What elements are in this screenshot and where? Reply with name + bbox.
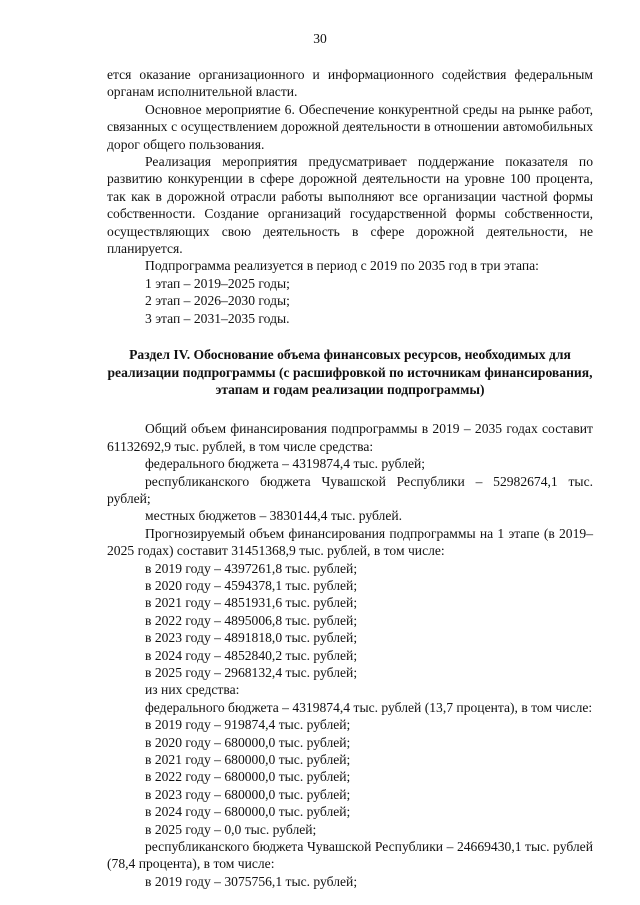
list-item: из них средства: bbox=[145, 682, 240, 698]
year-item: в 2019 году – 3075756,1 тыс. рублей; bbox=[145, 873, 358, 889]
year-item: в 2019 году – 919874,4 тыс. рублей; bbox=[145, 717, 351, 733]
paragraph: ется оказание организационного и информационного содействия федеральным органам исполнительной власти. bbox=[107, 67, 593, 100]
list-item: федерального бюджета – 4319874,4 тыс. рублей; bbox=[145, 456, 426, 472]
stage-item: 2 этап – 2026–2030 годы; bbox=[145, 293, 290, 309]
year-item: в 2023 году – 4891818,0 тыс. рублей; bbox=[145, 630, 358, 646]
year-item: в 2022 году – 680000,0 тыс. рублей; bbox=[145, 769, 351, 785]
year-item: в 2025 году – 0,0 тыс. рублей; bbox=[145, 821, 317, 837]
page-body bbox=[107, 66, 593, 890]
page-number: 30 bbox=[313, 31, 327, 46]
stage-item: 1 этап – 2019–2025 годы; bbox=[145, 275, 290, 291]
year-item: в 2020 году – 680000,0 тыс. рублей; bbox=[145, 734, 351, 750]
year-item: в 2019 году – 4397261,8 тыс. рублей; bbox=[145, 560, 358, 576]
year-item: в 2022 году – 4895006,8 тыс. рублей; bbox=[145, 612, 358, 628]
year-item: в 2021 году – 4851931,6 тыс. рублей; bbox=[145, 595, 358, 611]
stage-item: 3 этап – 2031–2035 годы. bbox=[145, 310, 290, 326]
list-item: местных бюджетов – 3830144,4 тыс. рублей. bbox=[145, 508, 403, 524]
year-item: в 2024 году – 680000,0 тыс. рублей; bbox=[145, 804, 351, 820]
year-item: в 2021 году – 680000,0 тыс. рублей; bbox=[145, 752, 351, 768]
year-item: в 2023 году – 680000,0 тыс. рублей; bbox=[145, 786, 351, 802]
paragraph: республиканского бюджета Чувашской Республики – 24669430,1 тыс. рублей (78,4 процента), в том числе: bbox=[107, 839, 593, 872]
paragraph: Подпрограмма реализуется в период с 2019 по 2035 год в три этапа: bbox=[145, 258, 539, 274]
paragraph: Основное мероприятие 6. Обеспечение конкурентной среды на рынке работ, связанных с осуществлением дорожной деятельности в отношении автомобильных дорог общего пользования. bbox=[107, 101, 593, 152]
paragraph: Реализация мероприятия предусматривает поддержание показателя по развитию конкуренции в сфере дорожной деятельности на уровне 100 процента, так как в дорожной отрасли работы выполняют все организации частной формы собственности. Создание организаций государственной формы собственности, осуществляющих свою деятельность в сфере дорожной деятельности, не планируется. bbox=[107, 154, 593, 257]
year-item: в 2024 году – 4852840,2 тыс. рублей; bbox=[145, 647, 358, 663]
paragraph: республиканского бюджета Чувашской Республики – 52982674,1 тыс. рублей; bbox=[107, 473, 593, 506]
paragraph: Общий объем финансирования подпрограммы в 2019 – 2035 годах составит 61132692,9 тыс. рублей, в том числе средства: bbox=[107, 421, 593, 454]
year-item: в 2020 году – 4594378,1 тыс. рублей; bbox=[145, 577, 358, 593]
year-item: в 2025 году – 2968132,4 тыс. рублей; bbox=[145, 665, 358, 680]
paragraph: федерального бюджета – 4319874,4 тыс. рублей (13,7 процента), в том числе: bbox=[145, 699, 593, 715]
section-heading: Раздел IV. Обоснование объема финансовых ресурсов, необходимых для реализации подпрограммы (с расшифровкой по источникам финансирования, этапам и годам реализации подпрограммы) bbox=[107, 347, 593, 397]
paragraph: Прогнозируемый объем финансирования подпрограммы на 1 этапе (в 2019–2025 годах) составит 31451368,9 тыс. рублей, в том числе: bbox=[107, 525, 593, 559]
